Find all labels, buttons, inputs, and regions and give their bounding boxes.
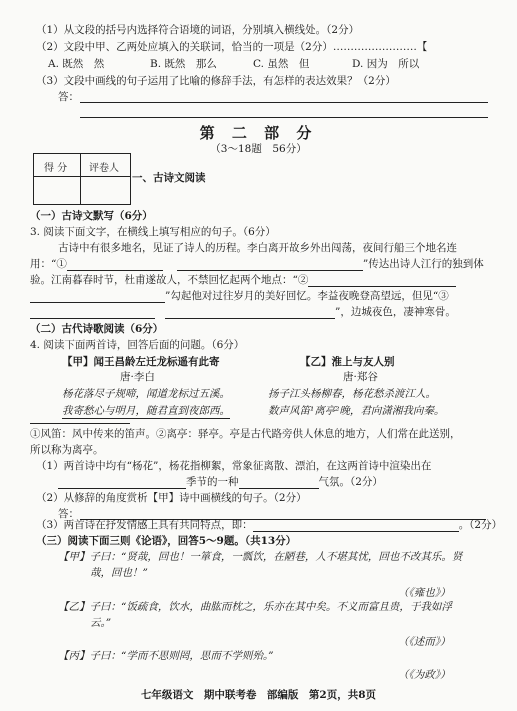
bing-source: （《为政》） [398,669,451,681]
q1-line2: （2）文段中甲、乙两处应填入的关联词，恰当的一项是（2分）……………………【 [36,41,428,53]
grader-label: 评卷人 [89,163,119,174]
blank-1b[interactable] [177,270,363,271]
s1-heading: （一）古诗文默写（6分） [30,210,153,222]
s1-para: 用：“① ”传达出诗人江行的独到体 [30,258,484,270]
option-c: C. 虽然 但 [253,58,310,70]
s1-para: 古诗中有很多地名，见证了诗人的历程。李白离开故乡外出闯荡，夜间行船三个地名连 [58,242,457,254]
poem-a-author: 唐·李白 [120,371,155,383]
blank-common[interactable] [253,531,459,532]
sq1-line: 季节的一种 气氛。（2分） [58,476,383,489]
poem-a-title: 【甲】闻王昌龄左迁龙标遥有此寄 [62,356,220,368]
s1-para: ”，边城夜色，凄神寒骨。 [30,306,456,319]
jia-text: 【甲】子曰：“贤哉，回也！一箪食，一瓢饮，在陋巷，人不堪其忧，回也不改其乐。贤 [58,551,463,563]
part-subtitle: （3～18题 56分） [210,143,307,155]
blank-2a[interactable] [308,286,456,287]
note-line: ①风笛：风中传来的笛声。②离亭：驿亭。亭是古代路旁供人休息的地方，人们常在此送别， [30,428,461,440]
poem-b-title: 【乙】淮上与友人别 [300,356,395,368]
blank-2b[interactable] [30,302,165,303]
blank-season[interactable] [58,488,186,489]
page-footer: 七年级语文 期中联考卷 部编版 第2页，共8页 [140,689,377,701]
poem-b-line: 数声风笛¹离亭²晚，君向潇湘我向秦。 [268,405,445,417]
option-d: D. 因为 所以 [352,58,420,70]
blank-mood[interactable] [239,488,319,489]
poem-a-line-underlined: 我寄愁心与明月，随君直到夜郎西。 [62,405,230,417]
score-box [33,153,131,205]
poem-b-line: 扬子江头杨柳春，杨花愁杀渡江人。 [268,388,436,400]
score-label: 得 分 [44,163,68,174]
q3-stem: 3. 阅读下面文字，在横线上填写相应的句子。（6分） [30,226,276,238]
blank-3b[interactable] [165,318,335,319]
option-a: A. 既然 然 [48,58,105,70]
poem-b-author: 唐·郑谷 [343,371,378,383]
part-title: 第 二 部 分 [199,124,318,142]
poem-a-line: 杨花落尽子规啼，闻道龙标过五溪。 [62,388,230,400]
q1-answer-label: 答： [58,91,79,103]
sq3-line: （3）两首诗在抒发情感上具有共同特点，即： 。（2分） [36,519,503,531]
answer-line [80,117,488,118]
s1-para: 验。江南暮春时节，杜甫遂故人，不禁回忆起两个地点：“② [30,274,456,287]
option-b: B. 既然 那么 [150,58,217,70]
note-divider [30,423,130,424]
yi-text: 【乙】子曰：“饭疏食，饮水，曲肱而枕之，乐亦在其中矣。不义而富且贵，于我如浮 [58,601,452,613]
sq2-answer-label: 答： [58,508,79,520]
q1-line1: （1）从文段的括号内选择符合语境的词语，分别填入横线处。（2分） [36,24,360,36]
sq1-line: （1）两首诗中均有“杨花”，杨花指柳絮，常象征离散、漂泊，在这两首诗中渲染出在 [36,460,432,472]
answer-line [80,102,488,103]
blank-3a[interactable] [30,318,155,319]
q4-stem: 4. 阅读下面两首诗，回答后面的问题。（6分） [30,339,245,351]
blank-1a[interactable] [67,270,163,271]
s2-heading: （二）古代诗歌阅读（6分） [30,323,164,335]
s3-heading: （三）阅读下面三则《论语》，回答5～9题。（共13分） [36,535,297,547]
bing-text: 【丙】子曰：“学而不思则罔，思而不学则殆。” [58,650,274,662]
q1-line3: （3）文段中画线的句子运用了比喻的修辞手法，有怎样的表达效果？（2分） [36,75,396,87]
yi-text: 云。” [90,617,112,629]
yi-source: （《述而》） [398,636,451,648]
sq2-line: （2）从修辞的角度赏析【甲】诗中画横线的句子。（2分） [36,492,307,504]
section-title: 一、古诗文阅读 [132,172,206,184]
note-line: 所以称为离亭。 [30,444,104,456]
s1-para: ”勾起他对过往岁月的美好回忆。李益夜晚登高望远，但见“③ [30,290,449,303]
jia-text: 哉，回也！” [90,567,148,579]
jia-source: （《雍也》） [398,587,451,599]
